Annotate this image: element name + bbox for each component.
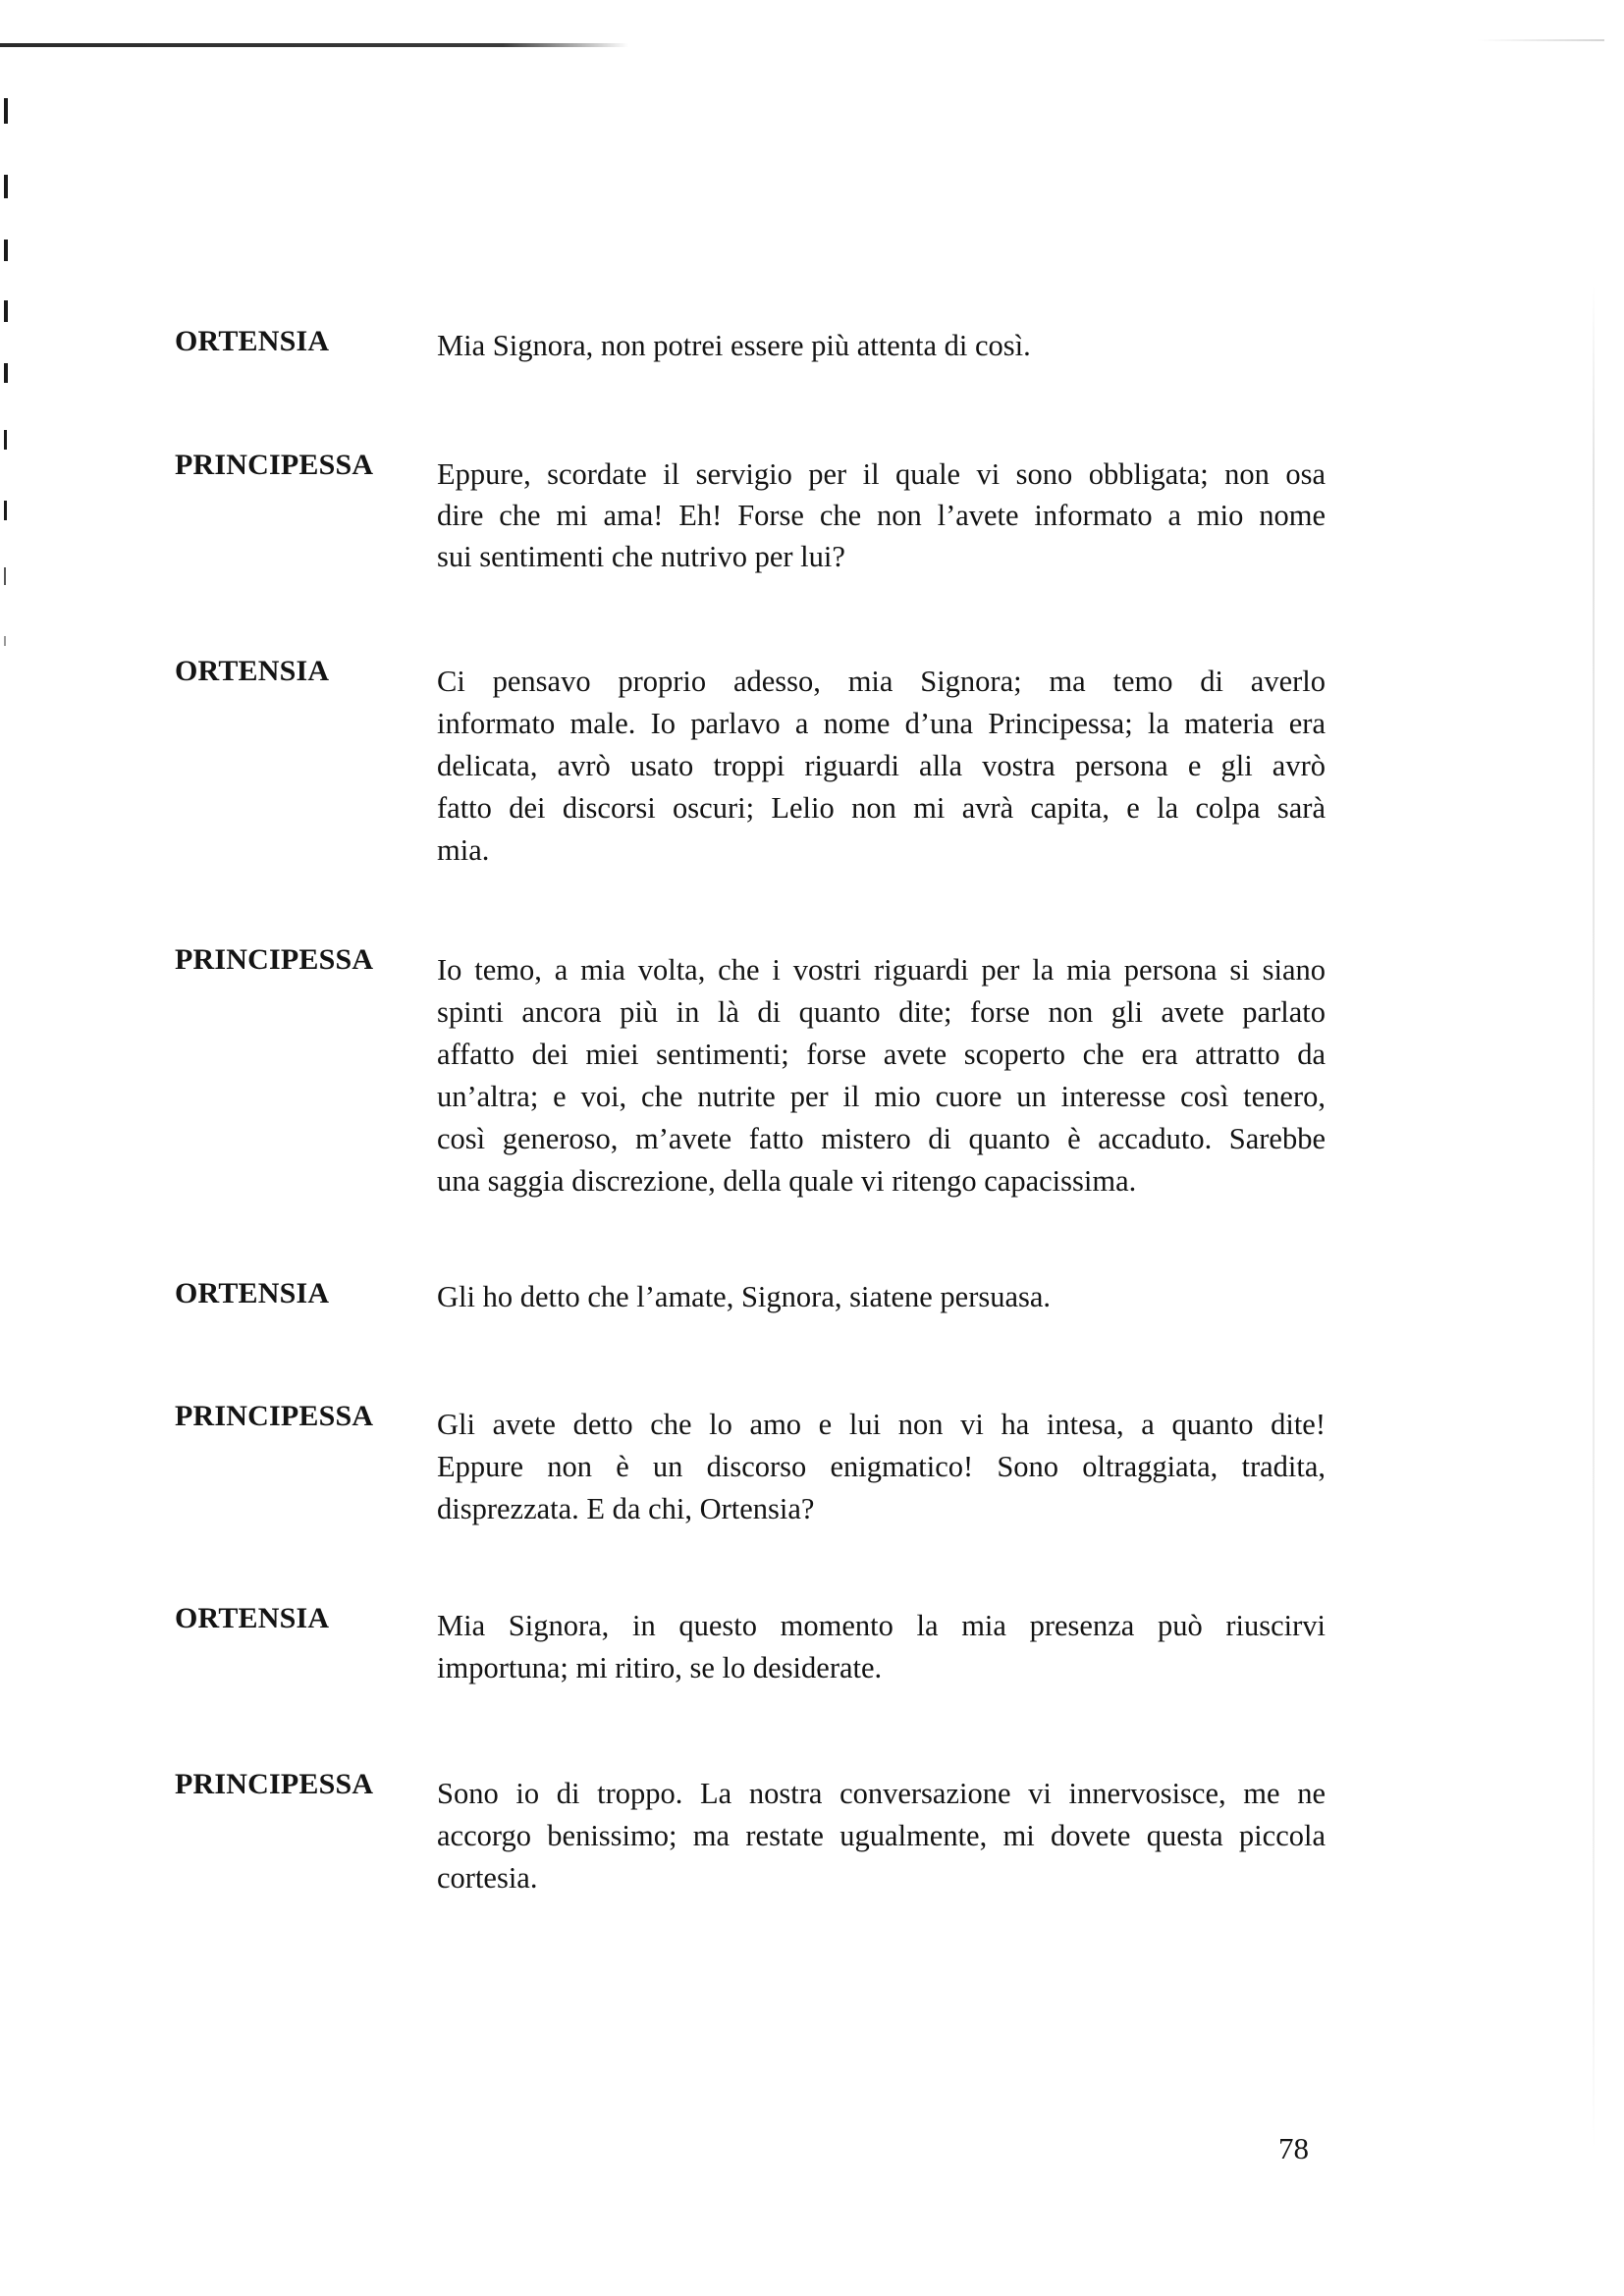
speech-line: affatto dei miei sentimenti; forse avete scoperto che era attratto da [437,1038,1326,1071]
speech-line: Eppure non è un discorso enigmatico! Sono oltraggiata, tradita, [437,1450,1326,1483]
speech-line: delicata, avrò usato troppi riguardi alla vostra persona e gli avrò [437,749,1326,782]
speech-line: una saggia discrezione, della quale vi ritengo capacissima. [437,1164,1137,1198]
speech-line: importuna; mi ritiro, se lo desiderate. [437,1651,883,1684]
top-rule [0,43,628,47]
speaker-name: ORTENSIA [175,325,330,357]
speech-line: fatto dei discorsi oscuri; Lelio non mi avrà capita, e la colpa sarà [437,791,1326,825]
speech-line: Gli avete detto che lo amo e lui non vi ha intesa, a quanto dite! [437,1408,1326,1441]
page-number: 78 [1278,2131,1309,2165]
speaker-name: ORTENSIA [175,1277,330,1309]
speech-line: Io temo, a mia volta, che i vostri riguardi per la mia persona si siano [437,953,1326,987]
speaker-name: PRINCIPESSA [175,1768,374,1800]
speech-line: mia. [437,833,490,867]
speech-line: dire che mi ama! Eh! Forse che non l’avete informato a mio nome [437,499,1326,532]
speech-line: spinti ancora più in là di quanto dite; forse non gli avete parlato [437,995,1326,1029]
speech-line: Eppure, scordate il servigio per il quale vi sono obbligata; non osa [437,457,1326,491]
top-rule-faint [1477,39,1604,41]
speech-line: Mia Signora, in questo momento la mia presenza può riuscirvi [437,1609,1326,1642]
speech-line: informato male. Io parlavo a nome d’una Principessa; la materia era [437,707,1326,740]
speaker-name: PRINCIPESSA [175,943,374,976]
speech-line: disprezzata. E da chi, Ortensia? [437,1492,815,1525]
speech-line: sui sentimenti che nutrivo per lui? [437,540,845,573]
speech-line: cortesia. [437,1861,538,1895]
speaker-name: ORTENSIA [175,655,330,687]
speaker-name: PRINCIPESSA [175,449,374,481]
speech-line: Gli ho detto che l’amate, Signora, siatene persuasa. [437,1280,1052,1313]
speech-line: accorgo benissimo; ma restate ugualmente, mi dovete questa piccola [437,1819,1326,1852]
speaker-name: PRINCIPESSA [175,1400,374,1432]
binding-marks [4,98,10,648]
speech-line: un’altra; e voi, che nutrite per il mio cuore un interesse così tenero, [437,1080,1326,1113]
speech-line: Ci pensavo proprio adesso, mia Signora; ma temo di averlo [437,665,1326,698]
speech-line: così generoso, m’avete fatto mistero di quanto è accaduto. Sarebbe [437,1122,1326,1155]
page-edge-shadow [1593,285,1595,2150]
speech-line: Sono io di troppo. La nostra conversazione vi innervosisce, me ne [437,1777,1326,1810]
speech-line: Mia Signora, non potrei essere più attenta di così. [437,329,1031,362]
speaker-name: ORTENSIA [175,1602,330,1634]
